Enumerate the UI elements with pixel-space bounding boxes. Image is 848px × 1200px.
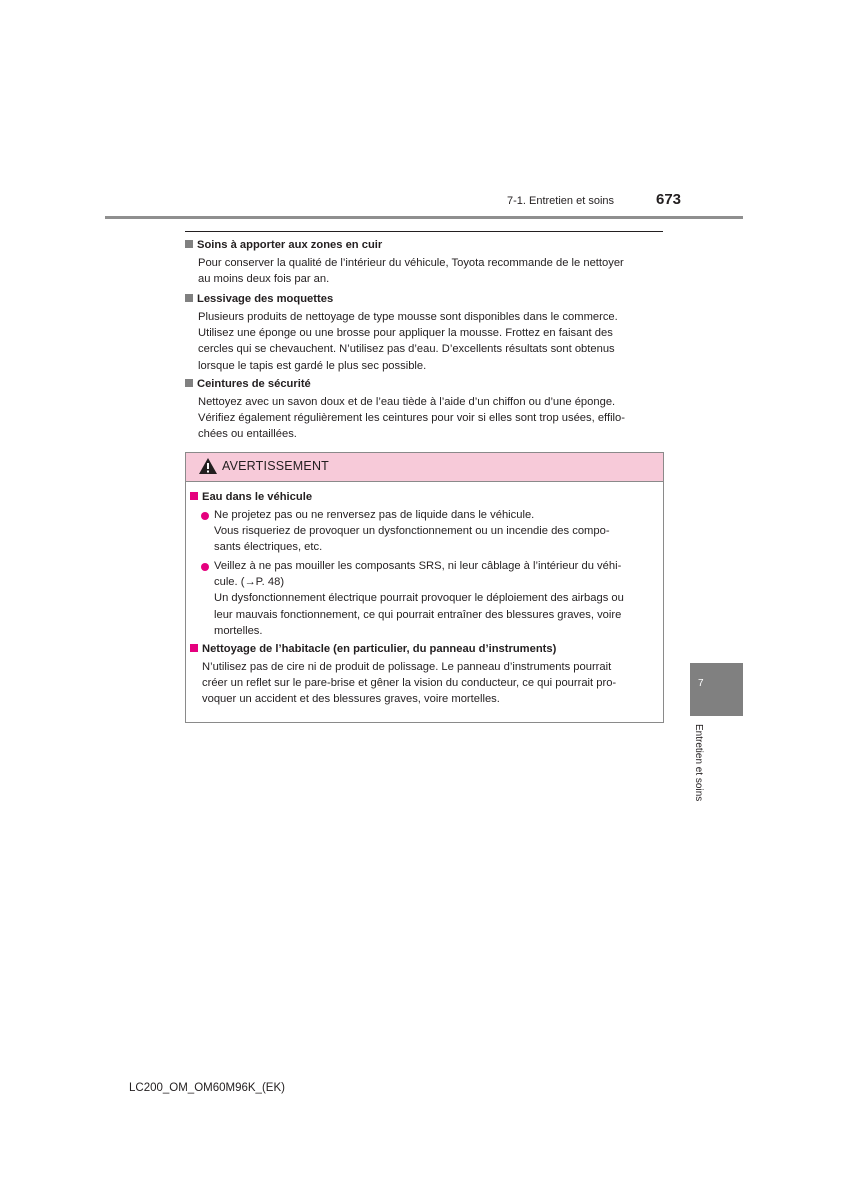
- text-line: Nettoyez avec un savon doux et de l’eau tiède à l’aide d’un chiffon ou d’une éponge.: [198, 396, 616, 408]
- section-heading-leather: [185, 238, 382, 252]
- text-line: Pour conserver la qualité de l’intérieur du véhicule, Toyota recommande de le nettoyer: [198, 257, 624, 269]
- section-body-seatbelts: [198, 394, 659, 443]
- text-line: Un dysfonctionnement électrique pourrait provoquer le déploiement des airbags ou: [214, 592, 624, 605]
- content-rule: [185, 231, 663, 232]
- section-heading-seatbelts: [185, 377, 311, 391]
- text-line: N’utilisez pas de cire ni de produit de polissage. Le panneau d’instruments pourrait: [202, 661, 612, 673]
- page-number: 673: [656, 191, 682, 208]
- text-line: Utilisez une éponge ou une brosse pour appliquer la mousse. Frottez en faisant des: [198, 327, 613, 340]
- section-body-carpets: [198, 309, 659, 374]
- header-rule: [105, 216, 743, 219]
- chapter-tab[interactable]: [690, 663, 743, 716]
- document-code: LC200_OM_OM60M96K_(EK): [129, 1082, 285, 1094]
- text-line: leur mauvais fonctionnement, ce qui pourrait entraîner des blessures graves, voire: [214, 608, 622, 621]
- warning-triangle-icon: [198, 457, 218, 475]
- section-title: Ceintures de sécurité: [197, 378, 311, 390]
- warning-heading-water: [190, 490, 312, 504]
- warning-subtitle: Nettoyage de l’habitacle (en particulier, du panneau d’instruments): [202, 643, 557, 655]
- chapter-number: 7: [698, 678, 704, 689]
- warning-heading-cabin: [190, 642, 556, 656]
- warning-subtitle: Eau dans le véhicule: [202, 491, 313, 503]
- square-bullet-icon: [185, 379, 193, 387]
- pink-dot-bullet-icon: [201, 512, 209, 520]
- pink-square-bullet-icon: [190, 644, 198, 652]
- section-body-leather: [198, 255, 659, 287]
- text-line: créer un reflet sur le pare-brise et gêner la vision du conducteur, ce qui pourrait pro-: [202, 677, 617, 690]
- square-bullet-icon: [185, 240, 193, 248]
- warning-title: AVERTISSEMENT: [222, 459, 330, 473]
- text-line: Ne projetez pas ou ne renversez pas de liquide dans le véhicule.: [214, 509, 535, 521]
- section-title: Lessivage des moquettes: [197, 293, 334, 305]
- breadcrumb: 7-1. Entretien et soins: [507, 195, 615, 207]
- pink-dot-bullet-icon: [201, 563, 209, 571]
- text-line: cercles qui se chevauchent. N’utilisez pas d’eau. D’excellents résultats sont obtenus: [198, 343, 615, 356]
- text-line: chées ou entaillées.: [198, 428, 297, 441]
- text-line: Plusieurs produits de nettoyage de type mousse sont disponibles dans le commerce.: [198, 311, 618, 323]
- warning-body-cabin: [202, 659, 653, 708]
- pink-square-bullet-icon: [190, 492, 198, 500]
- text-line: Vérifiez également régulièrement les ceintures pour voir si elles sont trop usées, effilo-: [198, 412, 625, 425]
- text-line: cule. (→P. 48): [214, 576, 285, 589]
- text-line: mortelles.: [214, 624, 263, 637]
- text-line: lorsque le tapis est gardé le plus sec possible.: [198, 359, 427, 372]
- text-line: Vous risqueriez de provoquer un dysfonctionnement ou un incendie des compo-: [214, 525, 610, 538]
- text-line: sants électriques, etc.: [214, 541, 323, 554]
- text-line: voquer un accident et des blessures graves, voire mortelles.: [202, 693, 500, 706]
- chapter-label: Entretien et soins: [693, 724, 704, 802]
- section-heading-carpets: [185, 292, 333, 306]
- text-line: Veillez à ne pas mouiller les composants SRS, ni leur câblage à l’intérieur du véhi-: [214, 560, 622, 572]
- warning-bullet-srs: [214, 558, 657, 639]
- text-line: au moins deux fois par an.: [198, 273, 330, 286]
- section-title: Soins à apporter aux zones en cuir: [197, 239, 383, 251]
- square-bullet-icon: [185, 294, 193, 302]
- warning-bullet-liquid: [214, 507, 657, 556]
